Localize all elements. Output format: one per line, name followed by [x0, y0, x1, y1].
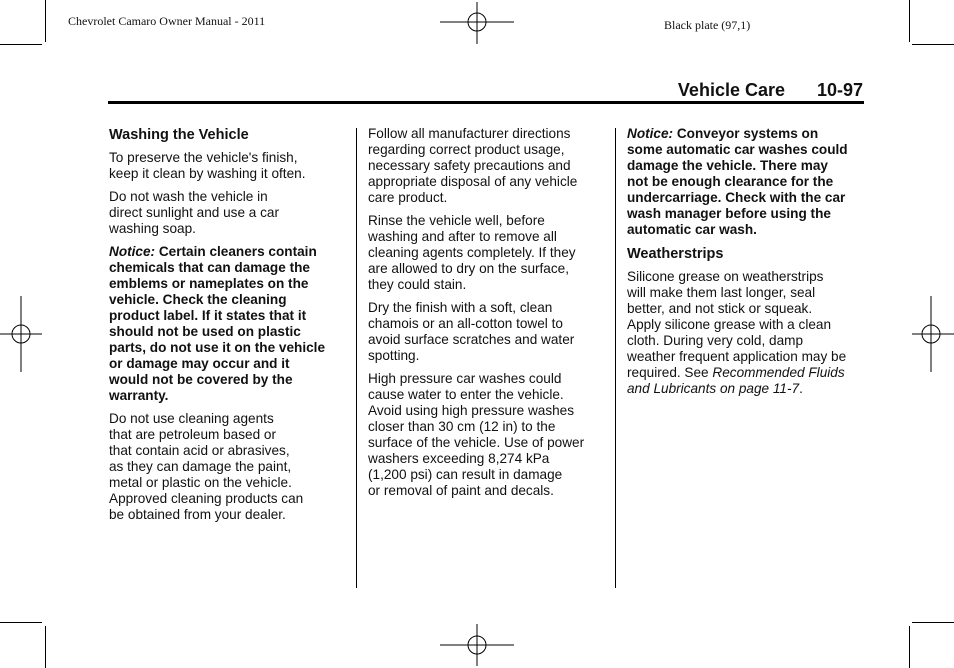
- crop-mark: [909, 626, 910, 668]
- section-header: [108, 80, 863, 102]
- paragraph: Do not use cleaning agents that are petroleum based or that contain acid or abrasives, as they can damage the paint, metal or plastic on the vehicle. Approved cleaning products can be obtained from your dealer.: [109, 411, 304, 522]
- paragraph-text: Silicone grease on weatherstrips will make them last longer, seal better, and not stick or squeak. Apply silicone grease with a clean cloth. During very cold, damp weather frequent application may be required. See: [627, 269, 847, 380]
- crop-mark: [45, 626, 46, 668]
- section-heading: Weatherstrips: [627, 246, 724, 262]
- column-divider: [356, 128, 357, 588]
- paragraph: Do not wash the vehicle in direct sunlight and use a car washing soap.: [109, 189, 280, 236]
- paragraph: [627, 269, 867, 397]
- registration-mark-icon: [440, 624, 514, 666]
- crop-mark: [912, 622, 954, 623]
- column-3: [627, 126, 867, 404]
- crop-mark: [0, 622, 42, 623]
- crop-mark: [0, 44, 42, 45]
- crop-mark: [909, 0, 910, 42]
- registration-mark-icon: [912, 296, 954, 372]
- column-1: [109, 126, 347, 530]
- print-header-right: Black plate (97,1): [664, 18, 751, 32]
- crop-mark: [912, 44, 954, 45]
- registration-mark-icon: [0, 296, 42, 372]
- paragraph: Dry the finish with a soft, clean chamois or an all-cotton towel to avoid surface scratches and water spotting.: [368, 300, 575, 363]
- notice-label: Notice:: [109, 244, 156, 259]
- notice-block: [109, 244, 347, 404]
- notice-label: Notice:: [627, 126, 674, 141]
- notice-text: Certain cleaners contain chemicals that can damage the emblems or nameplates on the vehicle. Check the cleaning product label. If it states that it should not be used on plastic parts, do not use it on the vehicle or damage may occur and it would not be covered by the warranty.: [109, 244, 326, 403]
- section-title: Vehicle Care: [677, 80, 785, 100]
- print-header-left: Chevrolet Camaro Owner Manual - 2011: [68, 14, 266, 28]
- paragraph: To preserve the vehicle's finish, keep it clean by washing it often.: [109, 150, 306, 181]
- paragraph-end: .: [799, 381, 803, 396]
- notice-text: Conveyor systems on some automatic car washes could damage the vehicle. There may not be enough clearance for the undercarriage. Check with the car wash manager before using the automatic car wash.: [627, 126, 848, 237]
- registration-mark-icon: [440, 2, 514, 44]
- paragraph: Rinse the vehicle well, before washing and after to remove all cleaning agents completely. If they are allowed to dry on the surface, they could stain.: [368, 213, 576, 292]
- page-number: 10-97: [816, 80, 863, 100]
- cross-reference-link[interactable]: Recommended Fluids and Lubricants on page 11-7: [627, 365, 845, 396]
- column-2: [368, 126, 608, 506]
- header-rule: [108, 101, 864, 104]
- crop-mark: [45, 0, 46, 42]
- column-divider: [615, 128, 616, 588]
- notice-block: [627, 126, 867, 238]
- paragraph: High pressure car washes could cause water to enter the vehicle. Avoid using high pressure washes closer than 30 cm (12 in) to the surface of the vehicle. Use of power washers exceeding 8,274 kPa (1,200 psi) can result in damage or removal of paint and decals.: [368, 371, 585, 498]
- section-heading: Washing the Vehicle: [109, 127, 249, 143]
- paragraph: Follow all manufacturer directions regarding correct product usage, necessary safety precautions and appropriate disposal of any vehicle care product.: [368, 126, 578, 205]
